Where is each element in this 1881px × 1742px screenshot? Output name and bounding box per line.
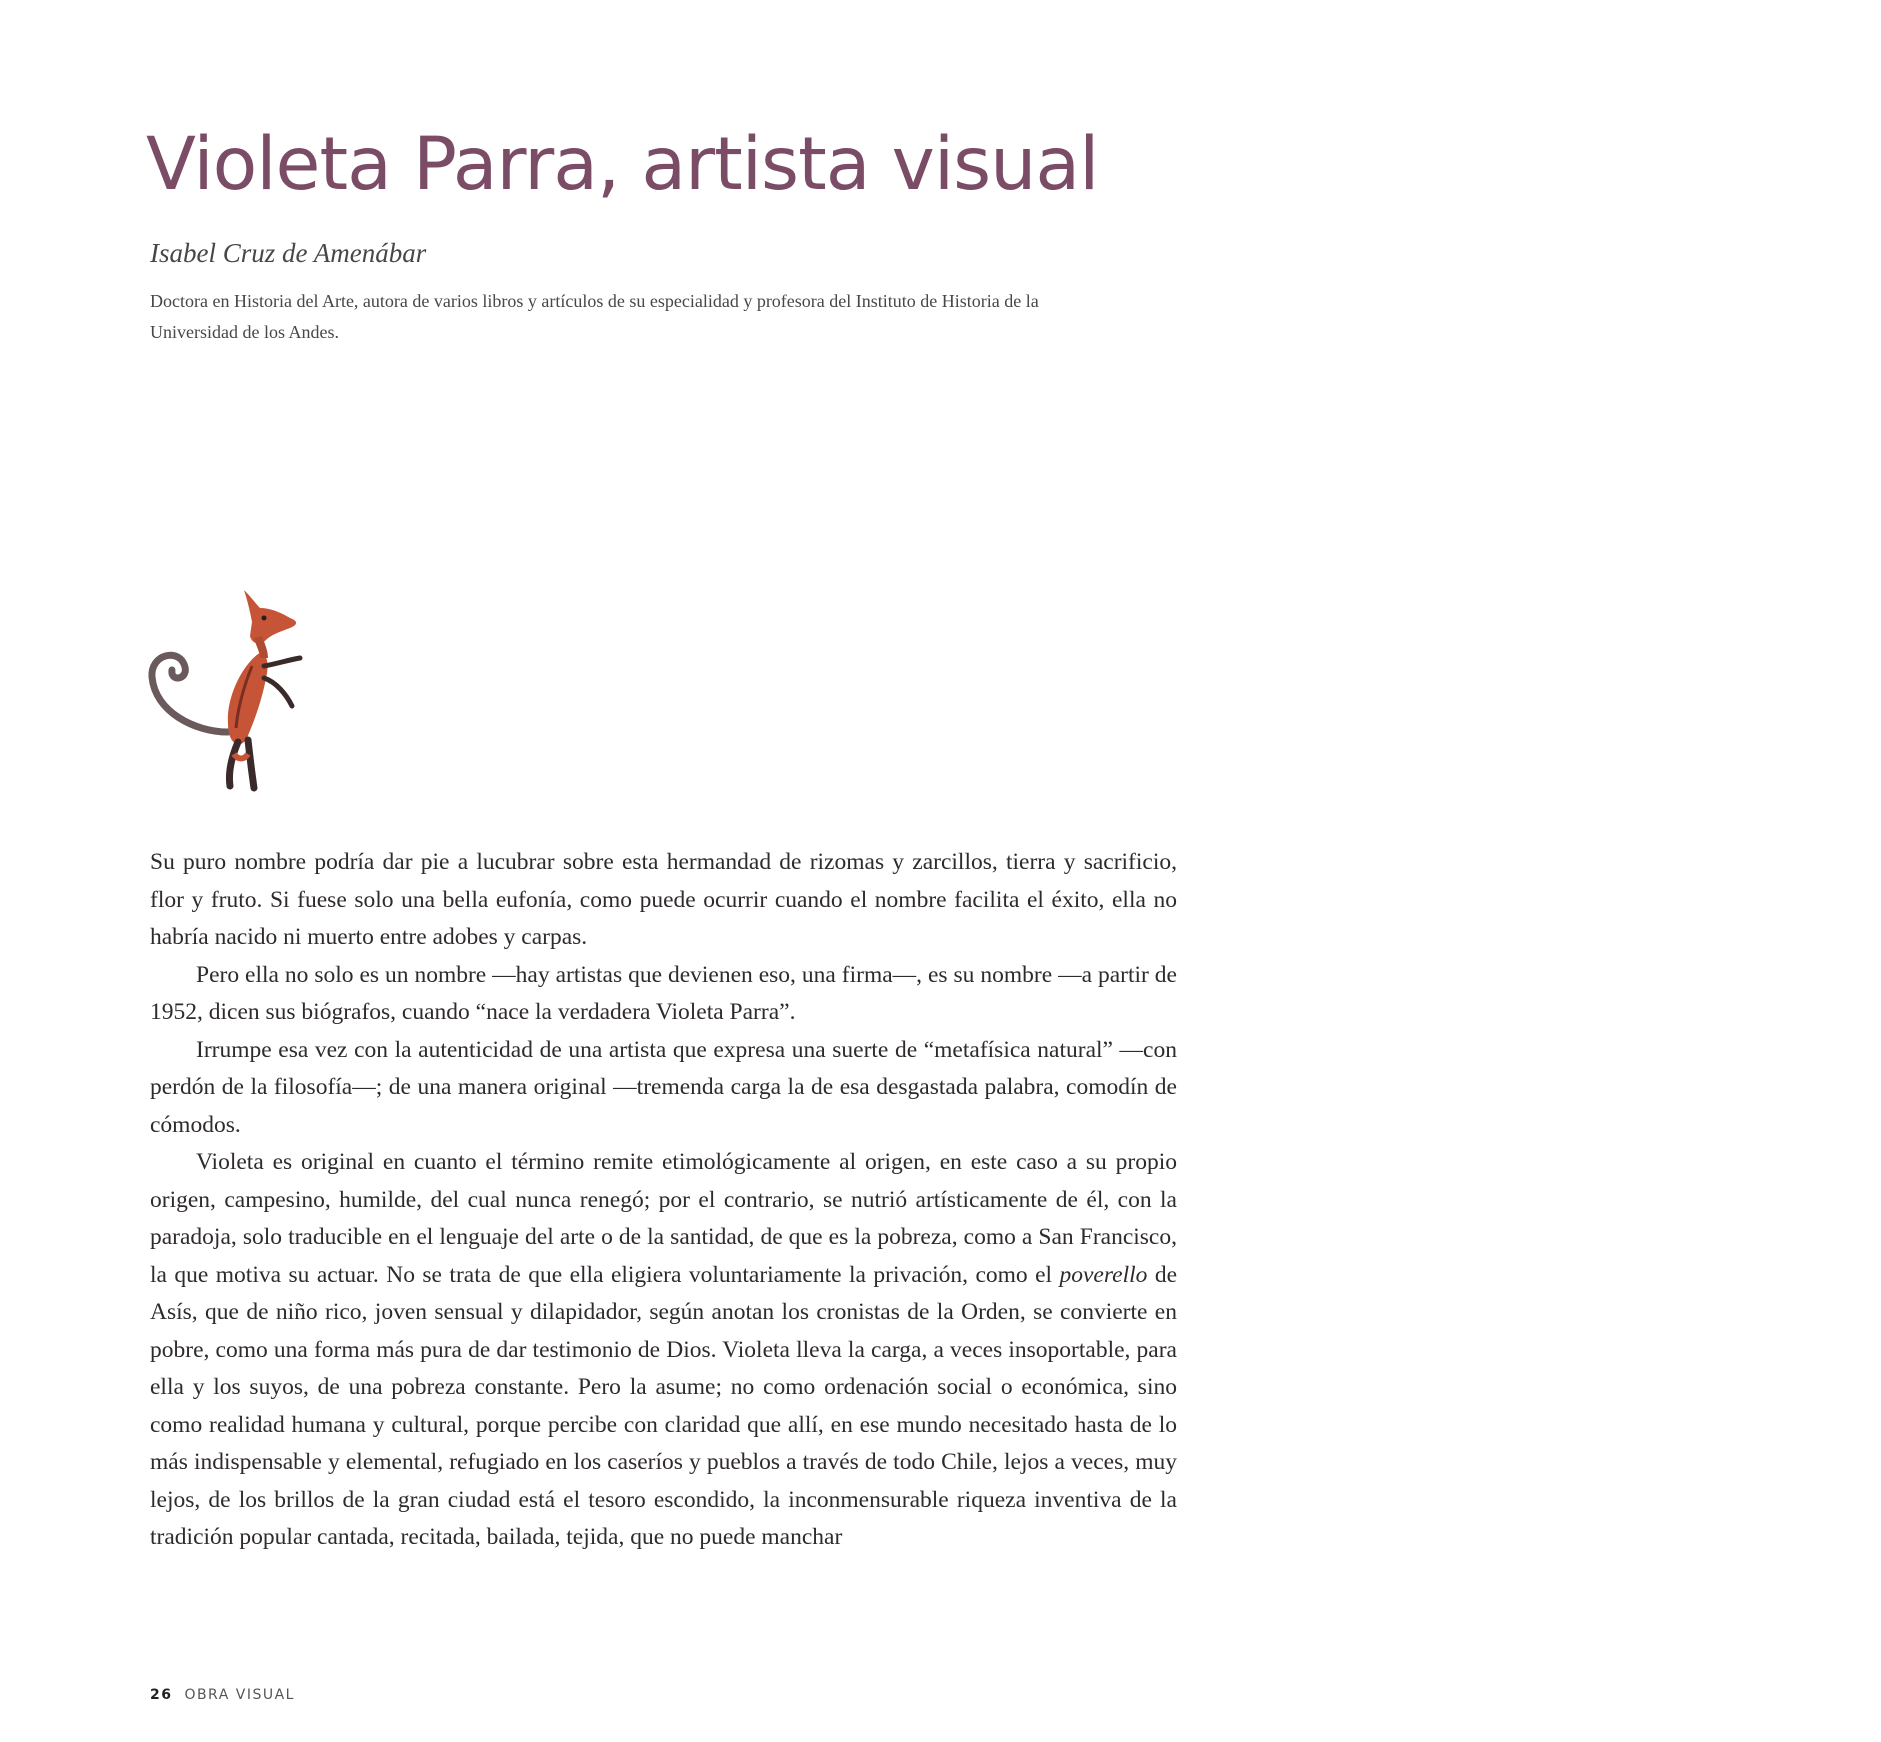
paragraph: Su puro nombre podría dar pie a lucubrar sobre esta hermandad de rizomas y zarcillos, tierra y sacrificio, flor y fruto. Si fuese solo una bella eufonía, como puede ocurrir cuando el nombre facilita el éxito, ella no habría nacido ni muerto entre adobes y carpas. [150,849,1177,950]
dancing-fox-illustration [140,582,340,822]
paragraph: Pero ella no solo es un nombre —hay artistas que devienen eso, una firma—, es su nombre —a partir de 1952, dicen sus biógrafos, cuando “nace la verdadera Violeta Parra”. [150,961,1177,1025]
fox-tail [152,655,228,732]
text-run: Violeta es original en cuanto el término remite etimológicamente al origen, en este caso a su propio origen, campesino, humilde, del cual nunca renegó; por el contrario, se nutrió artísticamente de él, con la paradoja, solo traducible en el lenguaje del arte o de la santidad, de que es la pobreza, como a San Francisco, la que motiva su actuar. No se trata de que ella eligiera voluntariamente la privación, como el [150,1149,1177,1288]
fox-body [228,653,268,744]
page-footer [150,1687,295,1703]
author-credentials: Doctora en Historia del Arte, autora de varios libros y artículos de su especialidad y profesora del Instituto de Historia de la Universidad de los Andes. [150,291,1039,342]
emphasis-poverello: poverello [1059,1261,1148,1288]
text-run: de Asís, que de niño rico, joven sensual y dilapidador, según anotan los cronistas de la Orden, se convierte en pobre, como una forma más pura de dar testimonio de Dios. Violeta lleva la carga, a veces insoportable, para ella y los suyos, de una pobreza constante. Pero la asume; no como ordenación social o económica, sino como realidad humana y cultural, porque percibe con claridad que allí, en ese mundo necesitado hasta de lo más indispensable y elemental, refugiado en los caseríos y pueblos a través de todo Chile, lejos a veces, muy lejos, de los brillos de la gran ciudad está el tesoro escondido, la inconmensurable riqueza inventiva de la tradición popular cantada, recitada, bailada, tejida, que no puede manchar [150,1261,1177,1550]
article-title: Violeta Parra, artista visual [146,122,1099,207]
paragraph [150,1144,1177,1557]
page-number: 26 [150,1687,173,1703]
section-name: OBRA VISUAL [184,1687,295,1703]
author-name: Isabel Cruz de Amenábar [150,238,427,268]
paragraph: Irrumpe esa vez con la autenticidad de una artista que expresa una suerte de “metafísica natural” —con perdón de la filosofía—; de una manera original —tremenda carga la de esa desgastada palabra, comodín de cómodos. [150,1036,1177,1138]
fox-head [244,590,296,643]
article-body [150,844,1177,1557]
